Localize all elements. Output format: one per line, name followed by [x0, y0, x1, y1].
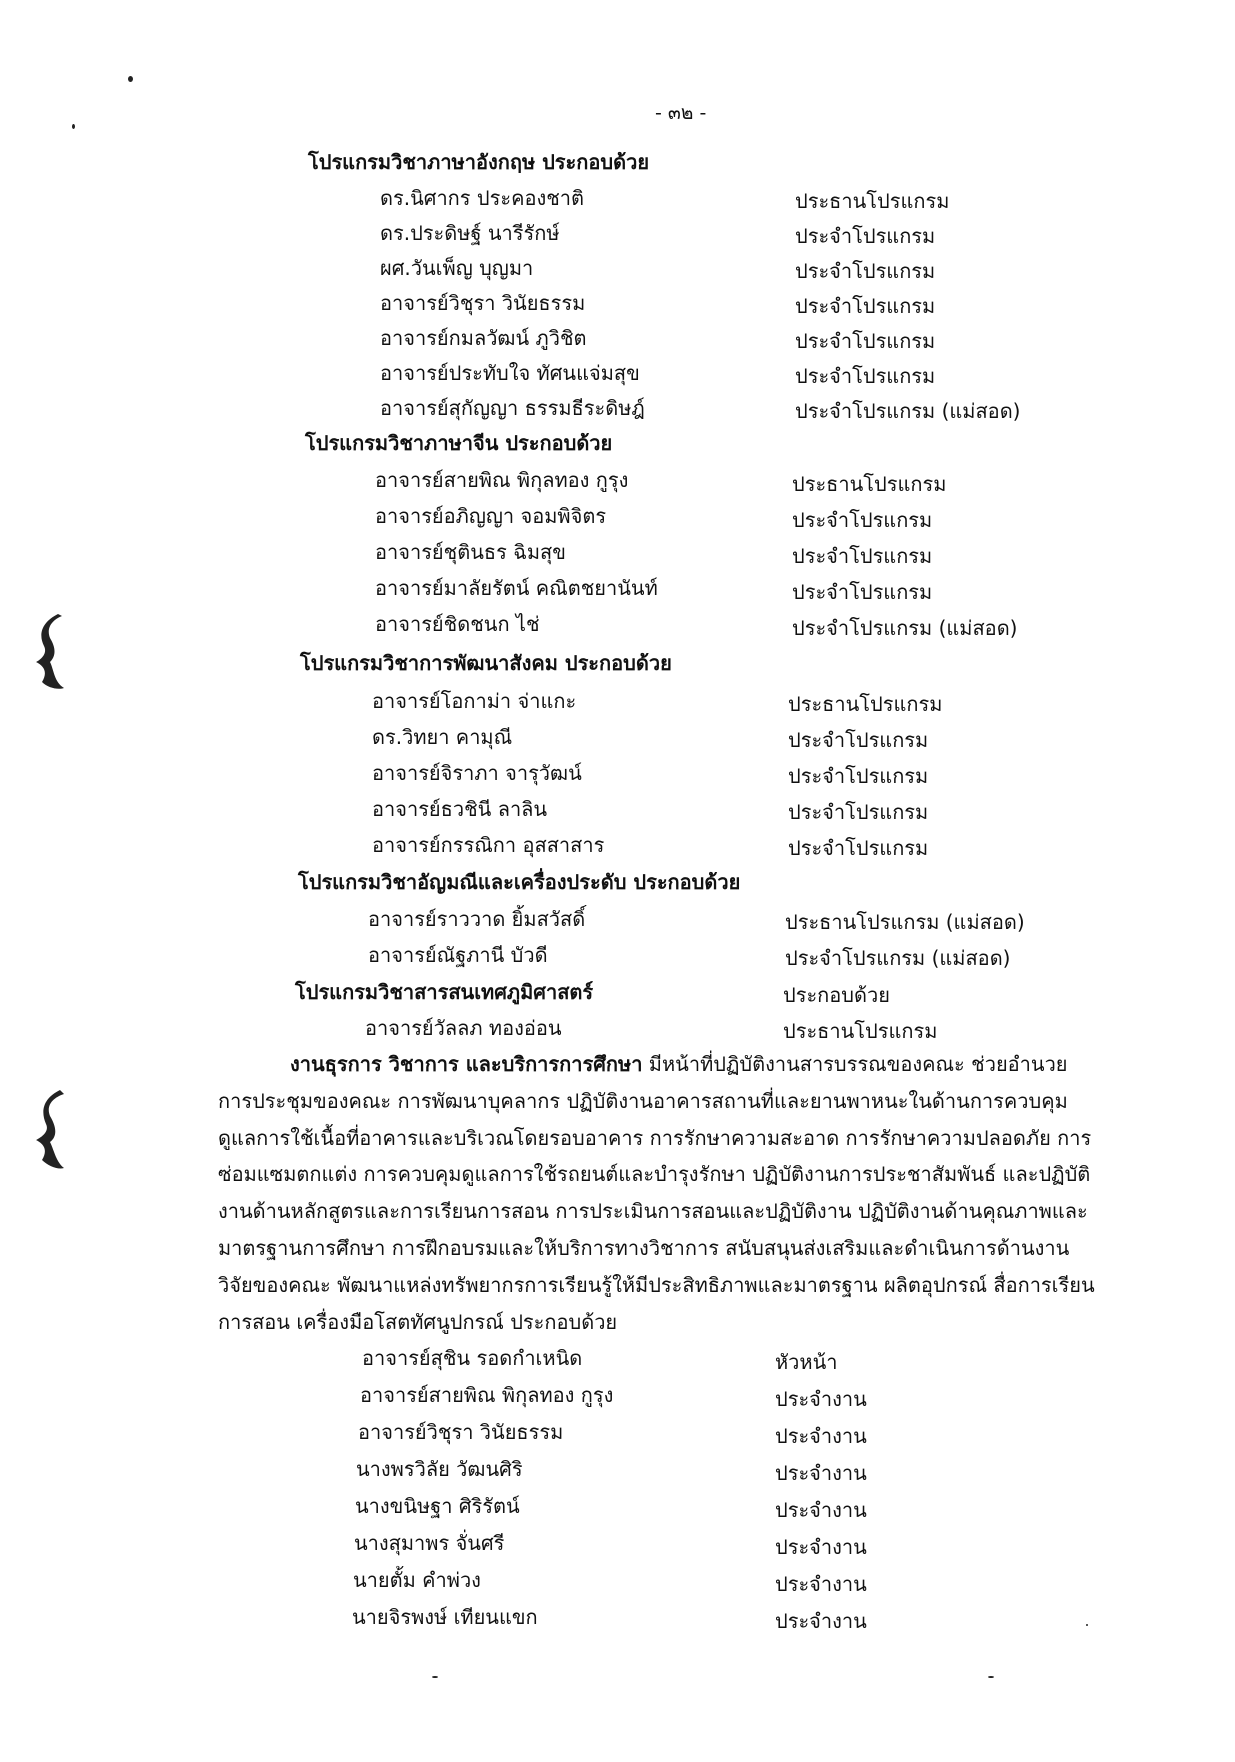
- punch-hole-mark: [34, 612, 68, 690]
- punch-hole-mark: [34, 1088, 68, 1170]
- member-role: ประธานโปรแกรม (แม่สอด): [785, 910, 1025, 934]
- scan-speck: [1086, 1624, 1088, 1626]
- staff-role: ประจำงาน: [775, 1424, 867, 1448]
- staff-name: นายตั้ม คำพ่วง: [353, 1568, 481, 1592]
- section-heading-suffix: ประกอบด้วย: [783, 983, 890, 1007]
- member-name: อาจารย์จิราภา จารุวัฒน์: [372, 761, 582, 785]
- member-name: อาจารย์ธวชินี ลาลิน: [372, 797, 548, 821]
- scan-speck: [128, 76, 133, 82]
- member-role: ประธานโปรแกรม: [795, 189, 950, 213]
- section-heading: โปรแกรมวิชาสารสนเทศภูมิศาสตร์: [295, 980, 594, 1004]
- member-name: อาจารย์ณัฐภานี บัวดี: [368, 943, 548, 967]
- member-name: อาจารย์โอกาม่า จ่าแกะ: [372, 689, 577, 713]
- member-name: อาจารย์ชุตินธร ฉิมสุข: [375, 540, 566, 564]
- member-name: อาจารย์สุกัญญา ธรรมธีระดิษฎ์: [380, 396, 645, 420]
- duty-paragraph: [218, 1046, 1098, 1340]
- section-heading: โปรแกรมวิชาภาษาอังกฤษ ประกอบด้วย: [308, 150, 650, 174]
- scan-speck: [988, 1676, 994, 1678]
- staff-name: นางขนิษฐา ศิริรัตน์: [355, 1494, 520, 1518]
- member-name: ดร.วิทยา คามุณี: [372, 725, 513, 749]
- member-role: ประจำโปรแกรม: [788, 800, 929, 824]
- member-name: อาจารย์ประทับใจ ทัศนแจ่มสุข: [380, 361, 640, 385]
- scan-speck: [432, 1676, 438, 1678]
- member-role: ประจำโปรแกรม: [795, 224, 936, 248]
- staff-role: ประจำงาน: [775, 1387, 867, 1411]
- member-role: ประจำโปรแกรม: [788, 728, 929, 752]
- member-name: อาจารย์กรรณิกา อุสสาสาร: [372, 833, 605, 857]
- member-role: ประธานโปรแกรม: [792, 472, 947, 496]
- member-role: ประจำโปรแกรม (แม่สอด): [785, 946, 1011, 970]
- member-name: อาจารย์สายพิณ พิกุลทอง กูรุง: [375, 468, 629, 492]
- section-heading: โปรแกรมวิชาการพัฒนาสังคม ประกอบด้วย: [300, 651, 672, 675]
- member-name: อาจารย์ชิดชนก ไช่: [375, 612, 540, 636]
- staff-role: ประจำงาน: [775, 1498, 867, 1522]
- member-name: อาจารย์กมลวัฒน์ ภูวิชิต: [380, 326, 587, 350]
- member-role: ประจำโปรแกรม: [795, 259, 936, 283]
- staff-name: อาจารย์สายพิณ พิกุลทอง กูรุง: [360, 1383, 614, 1407]
- staff-name: นางพรวิลัย วัฒนศิริ: [356, 1457, 523, 1481]
- section-heading: โปรแกรมวิชาภาษาจีน ประกอบด้วย: [305, 431, 613, 455]
- member-role: ประจำโปรแกรม: [795, 294, 936, 318]
- member-role: ประจำโปรแกรม (แม่สอด): [795, 399, 1021, 423]
- staff-name: อาจารย์วิชุรา วินัยธรรม: [358, 1420, 564, 1444]
- member-role: ประธานโปรแกรม: [788, 692, 943, 716]
- paragraph-lead: งานธุรการ วิชาการ และบริการการศึกษา: [290, 1052, 643, 1076]
- member-name: ดร.ประดิษฐ์ นารีรักษ์: [380, 221, 560, 245]
- paragraph-body: มีหน้าที่ปฏิบัติงานสารบรรณของคณะ ช่วยอำนวยการประชุมของคณะ การพัฒนาบุคลากร ปฏิบัติงานอาคารสถานที่และยานพาหนะในด้านการควบคุมดูแลการใช้เนื้อที่อาคารและบริเวณโดยรอบอาคาร การรักษาความสะอาด การรักษาความปลอดภัย การซ่อมแซมตกแต่ง การควบคุมดูแลการใช้รถยนต์และบำรุงรักษา ปฏิบัติงานการประชาสัมพันธ์ และปฏิบัติงานด้านหลักสูตรและการเรียนการสอน การประเมินการสอนและปฏิบัติงาน ปฏิบัติงานด้านคุณภาพและมาตรฐานการศึกษา การฝึกอบรมและให้บริการทางวิชาการ สนับสนุนส่งเสริมและดำเนินการด้านงานวิจัยของคณะ พัฒนาแหล่งทรัพยากรการเรียนรู้ให้มีประสิทธิภาพและมาตรฐาน ผลิตอุปกรณ์ สื่อการเรียนการสอน เครื่องมือโสตทัศนูปกรณ์ ประกอบด้วย: [218, 1052, 1095, 1334]
- staff-name: อาจารย์สุชิน รอดกำเหนิด: [362, 1346, 583, 1370]
- member-name: ดร.นิศากร ประคองชาติ: [380, 186, 585, 210]
- member-role: ประจำโปรแกรม: [792, 508, 933, 532]
- member-role: ประจำโปรแกรม: [795, 329, 936, 353]
- member-role: ประจำโปรแกรม: [788, 836, 929, 860]
- member-role: ประจำโปรแกรม (แม่สอด): [792, 616, 1018, 640]
- staff-role: ประจำงาน: [775, 1609, 867, 1633]
- staff-name: นายจิรพงษ์ เทียนแขก: [352, 1605, 538, 1629]
- staff-role: หัวหน้า: [775, 1350, 838, 1374]
- staff-role: ประจำงาน: [775, 1461, 867, 1485]
- staff-role: ประจำงาน: [775, 1535, 867, 1559]
- member-role: ประจำโปรแกรม: [788, 764, 929, 788]
- member-role: ประจำโปรแกรม: [792, 580, 933, 604]
- member-name: อาจารย์วัลลภ ทองอ่อน: [365, 1016, 562, 1040]
- staff-name: นางสุมาพร จั่นศรี: [354, 1531, 505, 1555]
- staff-role: ประจำงาน: [775, 1572, 867, 1596]
- member-name: อาจารย์มาลัยรัตน์ คณิตชยานันท์: [375, 576, 658, 600]
- member-name: อาจารย์อภิญญา จอมพิจิตร: [375, 504, 607, 528]
- section-heading: โปรแกรมวิชาอัญมณีและเครื่องประดับ ประกอบด้วย: [298, 870, 741, 894]
- member-role: ประจำโปรแกรม: [795, 364, 936, 388]
- member-name: อาจารย์ราววาด ยิ้มสวัสดิ์: [368, 907, 586, 931]
- member-name: อาจารย์วิชุรา วินัยธรรม: [380, 291, 586, 315]
- page-number: - ๓๒ -: [655, 102, 707, 124]
- member-name: ผศ.วันเพ็ญ บุญมา: [380, 256, 534, 280]
- scan-speck: [72, 124, 75, 129]
- member-role: ประจำโปรแกรม: [792, 544, 933, 568]
- member-role: ประธานโปรแกรม: [783, 1019, 938, 1043]
